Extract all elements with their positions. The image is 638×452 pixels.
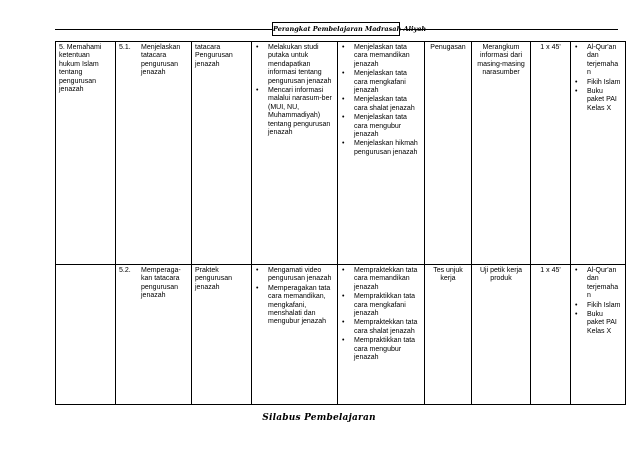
- kompetensi-dasar-cell: [116, 42, 192, 265]
- waktu-text: 1 x 45': [540, 44, 561, 51]
- list-item: • Melakukan studi putaka untuk mendapatkan informasi tentang pengurusan jenazah: [255, 44, 334, 86]
- standar-kompetensi-cell: [56, 42, 116, 265]
- bentuk-cell: [472, 265, 531, 405]
- indikator-list: [341, 44, 421, 157]
- teknik-cell: [425, 265, 472, 405]
- materi-text: Praktek pengurusan jenazah: [195, 267, 232, 291]
- list-item: • Mencari informasi malalui narasum-ber (MUI, NU, Muhammadiyah) tentang pengurusan jenazah: [255, 87, 334, 137]
- table-row: [56, 265, 626, 405]
- bentuk-text: Uji petik kerja produk: [479, 267, 522, 283]
- bentuk-text: Merangkum informasi dari masing-masing narasumber: [477, 44, 525, 77]
- sumber-cell: [571, 42, 626, 265]
- waktu-cell: [531, 42, 571, 265]
- materi-cell: [192, 265, 252, 405]
- standar-kompetensi-cell: [56, 265, 116, 405]
- kegiatan-cell: [252, 42, 338, 265]
- list-item: • Menjelaskan tata cara mengkafani jenazah: [341, 70, 421, 95]
- materi-cell: [192, 42, 252, 265]
- standar-kompetensi-text: 5. Memahami ketentuan hukum Islam tentang pengurusan jenazah: [59, 44, 102, 94]
- waktu-cell: [531, 265, 571, 405]
- kompetensi-dasar-text: Memperaga-kan tatacara pengurusan jenazah: [141, 267, 181, 300]
- list-item: • Mempraktekkan tata cara memandikan jenazah: [341, 267, 421, 292]
- list-item: • Menjelaskan hikmah pengurusan jenazah: [341, 140, 421, 157]
- list-item: • Al-Qur'an dan terjemahan: [574, 44, 622, 78]
- sumber-list: [574, 44, 622, 113]
- list-item: • Al-Qur'an dan terjemahan: [574, 267, 622, 301]
- list-item: • Buku paket PAI Kelas X: [574, 88, 622, 113]
- teknik-text: Penugasan: [430, 44, 466, 51]
- sumber-cell: [571, 265, 626, 405]
- list-item: • Mempraktikkan tata cara mengubur jenazah: [341, 337, 421, 362]
- list-item: • Fikih Islam: [574, 79, 622, 87]
- kegiatan-list: [255, 44, 334, 137]
- list-item: • Menjelaskan tata cara mengubur jenazah: [341, 114, 421, 139]
- kegiatan-cell: [252, 265, 338, 405]
- header-title: Perangkat Pembelajaran Madrasah Aliyah: [272, 22, 400, 36]
- table-row: [56, 42, 626, 265]
- kompetensi-dasar-text: Menjelaskan tatacara pengurusan jenazah: [141, 44, 181, 77]
- list-item: • Menjelaskan tata cara shalat jenazah: [341, 96, 421, 113]
- list-item: • Mempraktikkan tata cara mengkafani jenazah: [341, 293, 421, 318]
- syllabus-table: [55, 41, 626, 405]
- teknik-text: Tes unjuk kerja: [433, 267, 463, 283]
- kompetensi-dasar-number: 5.2.: [119, 267, 131, 274]
- indikator-cell: [338, 265, 425, 405]
- kompetensi-dasar-number: 5.1.: [119, 44, 131, 51]
- waktu-text: 1 x 45': [540, 267, 561, 274]
- kegiatan-list: [255, 267, 334, 327]
- indikator-list: [341, 267, 421, 362]
- teknik-cell: [425, 42, 472, 265]
- list-item: • Menjelaskan tata cara memandikan jenazah: [341, 44, 421, 69]
- indikator-cell: [338, 42, 425, 265]
- list-item: • Buku paket PAI Kelas X: [574, 311, 622, 336]
- kompetensi-dasar-cell: [116, 265, 192, 405]
- list-item: • Fikih Islam: [574, 302, 622, 310]
- materi-text: tatacara Pengurusan jenazah: [195, 44, 233, 68]
- sumber-list: [574, 267, 622, 336]
- bentuk-cell: [472, 42, 531, 265]
- footer-title: Silabus Pembelajaran: [262, 413, 376, 423]
- list-item: • Mempraktekkan tata cara shalat jenazah: [341, 319, 421, 336]
- list-item: • Mengamati video pengurusan jenazah: [255, 267, 334, 284]
- list-item: • Memperagakan tata cara memandikan, mengkafani, menshalati dan mengubur jenazah: [255, 285, 334, 327]
